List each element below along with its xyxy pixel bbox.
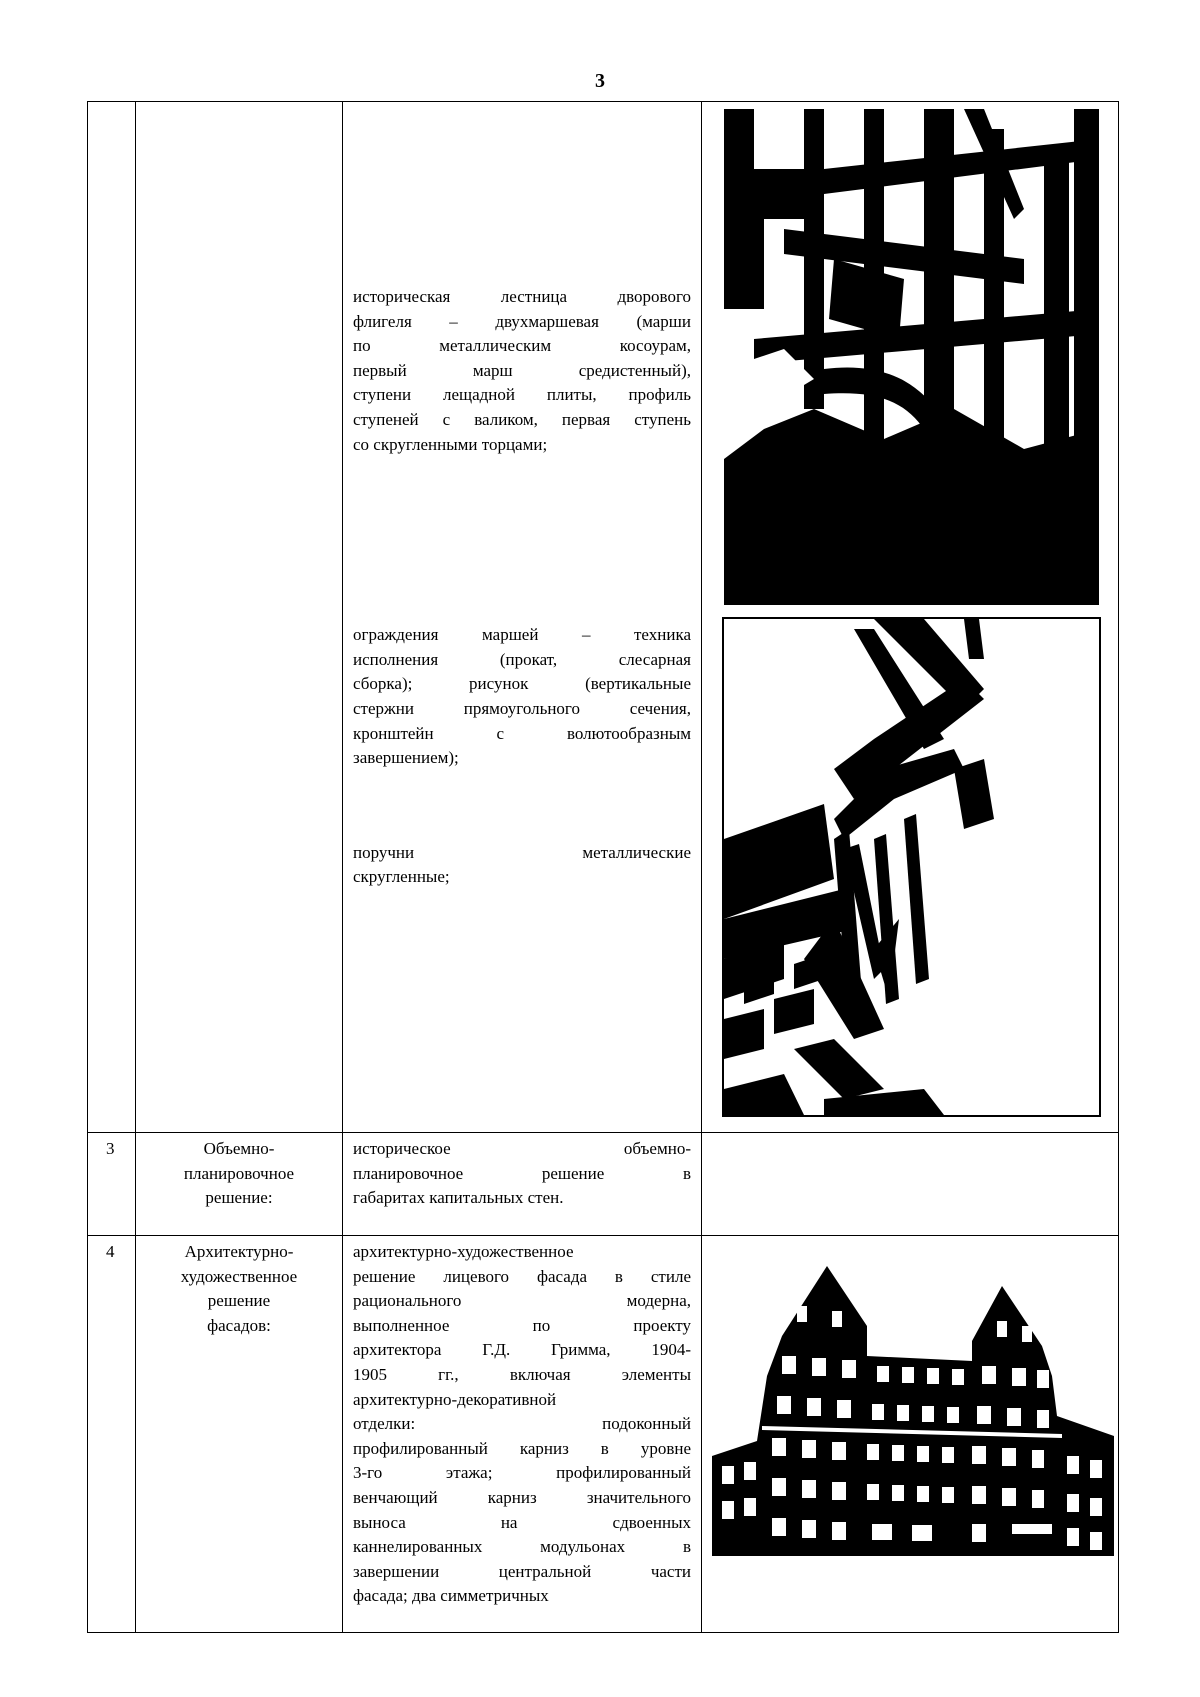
element-name-cell: Объемно- планировочное решение: bbox=[136, 1133, 343, 1236]
staircase-photo bbox=[724, 109, 1099, 605]
photo-cell bbox=[702, 1236, 1119, 1633]
facade-photo bbox=[712, 1266, 1114, 1556]
table-row bbox=[88, 102, 1119, 1133]
facade-description: архитектурно-художественное решение лицевого фасада в стиле рационального модерна, выполненное по проекту архитектора Г.Д. Гримма, 1904- 1905 гг., включая элементы архитектурно-декоративной отделки: подоконный профилированный карниз в уровне 3-го этажа; профилированный венчающий карниз значительного выноса на сдвоенных каннелированных модульонах в завершении центральной части фасада; два симметричных bbox=[353, 1242, 691, 1606]
description-cell bbox=[343, 1236, 702, 1633]
element-name-cell: Архитектурно- художественное решение фасадов: bbox=[136, 1236, 343, 1633]
staircase-description: историческая лестница дворового флигеля – двухмаршевая (марши по металлическим косоурам, первый марш средистенный), ступени лещадной плиты, профиль ступеней с валиком, первая ступень со скругленными торцами; bbox=[353, 287, 691, 454]
row-number-cell: 4 bbox=[88, 1236, 136, 1633]
description-cell bbox=[343, 102, 702, 1133]
railing-description: ограждения маршей – техника исполнения (прокат, слесарная сборка); рисунок (вертикальные стержни прямоугольного сечения, кронштейн с волютообразным завершением); bbox=[353, 625, 691, 768]
photo-cell bbox=[702, 102, 1119, 1133]
photo-cell bbox=[702, 1133, 1119, 1236]
table-row bbox=[88, 1133, 1119, 1236]
element-name-cell bbox=[136, 102, 343, 1133]
volume-planning-description: историческое объемно- планировочное решение в габаритах капитальных стен. bbox=[353, 1139, 691, 1208]
row-number-cell bbox=[88, 102, 136, 1133]
description-cell bbox=[343, 1133, 702, 1236]
page-number: 3 bbox=[595, 70, 605, 92]
railing-photo bbox=[724, 619, 1099, 1115]
table-row bbox=[88, 1236, 1119, 1633]
handrail-description: поручни металлические скругленные; bbox=[353, 842, 691, 887]
row-number-cell: 3 bbox=[88, 1133, 136, 1236]
protected-elements-table bbox=[87, 101, 1119, 1633]
